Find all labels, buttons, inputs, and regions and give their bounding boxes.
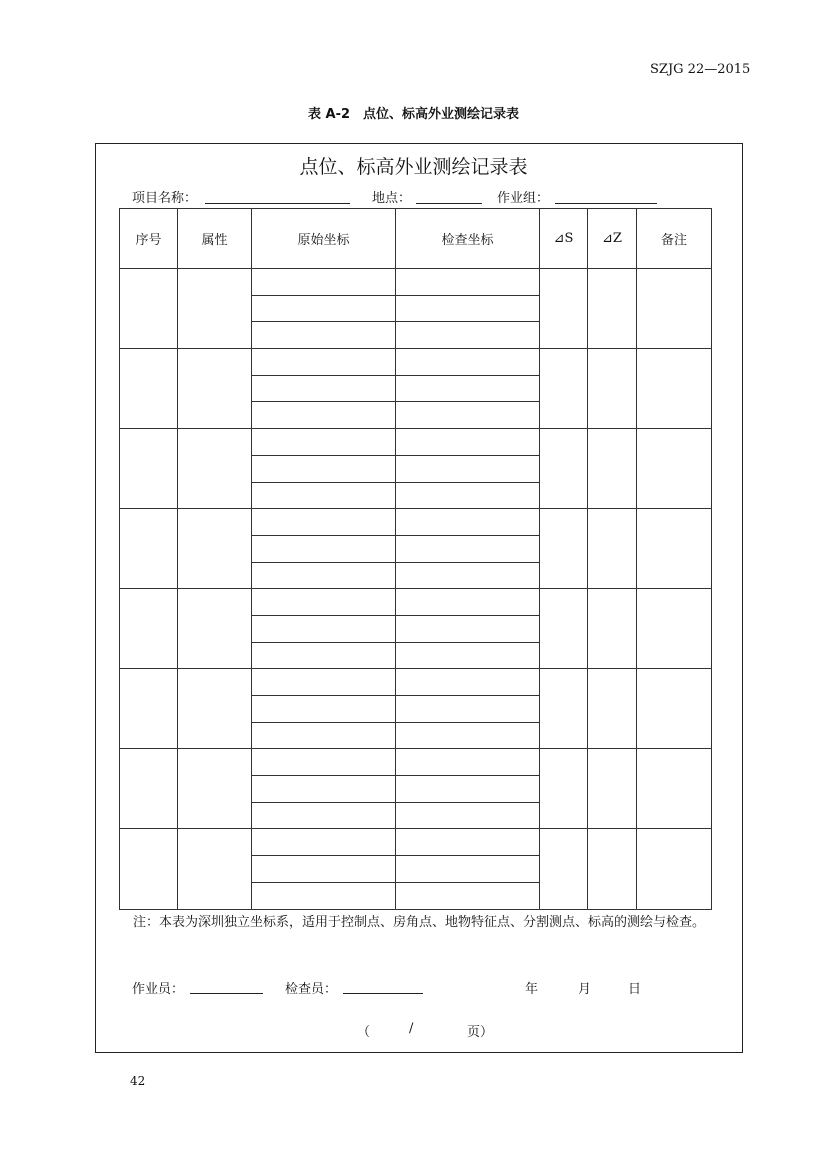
serial-cell[interactable] bbox=[120, 349, 178, 429]
col-header: 属性 bbox=[178, 209, 252, 269]
page-number: 42 bbox=[130, 1074, 146, 1088]
check-coord-cell[interactable] bbox=[396, 402, 540, 429]
check-coord-cell[interactable] bbox=[396, 776, 540, 803]
check-coord-cell[interactable] bbox=[396, 749, 540, 776]
attribute-cell[interactable] bbox=[178, 749, 252, 829]
serial-cell[interactable] bbox=[120, 669, 178, 749]
form-title: 点位、标高外业测绘记录表 bbox=[299, 156, 528, 178]
original-coord-cell[interactable] bbox=[252, 589, 396, 616]
col-header: 序号 bbox=[120, 209, 178, 269]
serial-cell[interactable] bbox=[120, 589, 178, 669]
original-coord-cell[interactable] bbox=[252, 882, 396, 909]
table-caption: 表 A-2 点位、标高外业测绘记录表 bbox=[307, 107, 520, 122]
check-coord-cell[interactable] bbox=[396, 509, 540, 536]
checker-label: 检查员： bbox=[285, 982, 338, 997]
attribute-cell[interactable] bbox=[178, 429, 252, 509]
check-coord-cell[interactable] bbox=[396, 482, 540, 509]
check-coord-cell[interactable] bbox=[396, 856, 540, 883]
standard-code: SZJG 22—2015 bbox=[650, 62, 751, 77]
delta-s-cell[interactable] bbox=[540, 509, 588, 589]
remarks-cell[interactable] bbox=[637, 349, 712, 429]
original-coord-cell[interactable] bbox=[252, 642, 396, 669]
table-row bbox=[120, 669, 712, 696]
location-label: 地点： bbox=[372, 191, 412, 206]
check-coord-cell[interactable] bbox=[396, 829, 540, 856]
delta-z-cell[interactable] bbox=[588, 349, 637, 429]
delta-s-cell[interactable] bbox=[540, 269, 588, 349]
original-coord-cell[interactable] bbox=[252, 295, 396, 322]
check-coord-cell[interactable] bbox=[396, 375, 540, 402]
check-coord-cell[interactable] bbox=[396, 269, 540, 296]
attribute-cell[interactable] bbox=[178, 269, 252, 349]
delta-s-cell[interactable] bbox=[540, 749, 588, 829]
team-label: 作业组： bbox=[497, 191, 550, 206]
original-coord-cell[interactable] bbox=[252, 615, 396, 642]
check-coord-cell[interactable] bbox=[396, 562, 540, 589]
pager-open: （ bbox=[357, 1025, 371, 1040]
remarks-cell[interactable] bbox=[637, 269, 712, 349]
attribute-cell[interactable] bbox=[178, 669, 252, 749]
pager-slash: / bbox=[409, 1021, 414, 1036]
year-label: 年 bbox=[525, 982, 539, 997]
operator-field[interactable] bbox=[190, 993, 263, 994]
day-label: 日 bbox=[628, 982, 642, 997]
remarks-cell[interactable] bbox=[637, 589, 712, 669]
original-coord-cell[interactable] bbox=[252, 269, 396, 296]
delta-s-cell[interactable] bbox=[540, 349, 588, 429]
remarks-cell[interactable] bbox=[637, 749, 712, 829]
team-field[interactable] bbox=[555, 203, 657, 204]
delta-z-cell[interactable] bbox=[588, 829, 637, 909]
original-coord-cell[interactable] bbox=[252, 402, 396, 429]
attribute-cell[interactable] bbox=[178, 349, 252, 429]
table-row bbox=[120, 829, 712, 856]
location-field[interactable] bbox=[416, 203, 482, 204]
original-coord-cell[interactable] bbox=[252, 429, 396, 456]
table-row bbox=[120, 349, 712, 376]
table-row bbox=[120, 589, 712, 616]
col-header: 检查坐标 bbox=[396, 209, 540, 269]
serial-cell[interactable] bbox=[120, 829, 178, 909]
check-coord-cell[interactable] bbox=[396, 429, 540, 456]
delta-z-cell[interactable] bbox=[588, 509, 637, 589]
delta-z-cell[interactable] bbox=[588, 749, 637, 829]
original-coord-cell[interactable] bbox=[252, 696, 396, 723]
check-coord-cell[interactable] bbox=[396, 349, 540, 376]
month-label: 月 bbox=[578, 982, 592, 997]
check-coord-cell[interactable] bbox=[396, 882, 540, 909]
remarks-cell[interactable] bbox=[637, 829, 712, 909]
check-coord-cell[interactable] bbox=[396, 589, 540, 616]
table-row bbox=[120, 269, 712, 296]
check-coord-cell[interactable] bbox=[396, 535, 540, 562]
delta-z-cell[interactable] bbox=[588, 269, 637, 349]
serial-cell[interactable] bbox=[120, 749, 178, 829]
check-coord-cell[interactable] bbox=[396, 615, 540, 642]
delta-z-cell[interactable] bbox=[588, 669, 637, 749]
remarks-cell[interactable] bbox=[637, 509, 712, 589]
remarks-cell[interactable] bbox=[637, 429, 712, 509]
table-note: 注：本表为深圳独立坐标系，适用于控制点、房角点、地物特征点、分割测点、标高的测绘与检查。 bbox=[133, 915, 706, 930]
table-row bbox=[120, 429, 712, 456]
check-coord-cell[interactable] bbox=[396, 455, 540, 482]
col-header: ⊿Z bbox=[588, 209, 637, 269]
check-coord-cell[interactable] bbox=[396, 322, 540, 349]
table-row bbox=[120, 509, 712, 536]
project-name-label: 项目名称： bbox=[132, 191, 198, 206]
attribute-cell[interactable] bbox=[178, 509, 252, 589]
original-coord-cell[interactable] bbox=[252, 776, 396, 803]
original-coord-cell[interactable] bbox=[252, 669, 396, 696]
attribute-cell[interactable] bbox=[178, 829, 252, 909]
operator-label: 作业员： bbox=[132, 982, 185, 997]
original-coord-cell[interactable] bbox=[252, 802, 396, 829]
original-coord-cell[interactable] bbox=[252, 562, 396, 589]
original-coord-cell[interactable] bbox=[252, 722, 396, 749]
check-coord-cell[interactable] bbox=[396, 696, 540, 723]
col-header: 原始坐标 bbox=[252, 209, 396, 269]
original-coord-cell[interactable] bbox=[252, 455, 396, 482]
delta-s-cell[interactable] bbox=[540, 429, 588, 509]
checker-field[interactable] bbox=[343, 993, 423, 994]
pager-close: 页） bbox=[467, 1025, 494, 1040]
delta-s-cell[interactable] bbox=[540, 669, 588, 749]
table-row bbox=[120, 749, 712, 776]
record-table bbox=[119, 208, 712, 910]
delta-z-cell[interactable] bbox=[588, 429, 637, 509]
original-coord-cell[interactable] bbox=[252, 375, 396, 402]
col-header: ⊿S bbox=[540, 209, 588, 269]
check-coord-cell[interactable] bbox=[396, 295, 540, 322]
original-coord-cell[interactable] bbox=[252, 535, 396, 562]
delta-z-cell[interactable] bbox=[588, 589, 637, 669]
original-coord-cell[interactable] bbox=[252, 482, 396, 509]
serial-cell[interactable] bbox=[120, 429, 178, 509]
serial-cell[interactable] bbox=[120, 269, 178, 349]
original-coord-cell[interactable] bbox=[252, 749, 396, 776]
original-coord-cell[interactable] bbox=[252, 349, 396, 376]
check-coord-cell[interactable] bbox=[396, 669, 540, 696]
remarks-cell[interactable] bbox=[637, 669, 712, 749]
project-name-field[interactable] bbox=[205, 203, 350, 204]
original-coord-cell[interactable] bbox=[252, 509, 396, 536]
table-header-row bbox=[120, 209, 712, 269]
col-header: 备注 bbox=[637, 209, 712, 269]
serial-cell[interactable] bbox=[120, 509, 178, 589]
check-coord-cell[interactable] bbox=[396, 722, 540, 749]
delta-s-cell[interactable] bbox=[540, 589, 588, 669]
original-coord-cell[interactable] bbox=[252, 322, 396, 349]
original-coord-cell[interactable] bbox=[252, 856, 396, 883]
delta-s-cell[interactable] bbox=[540, 829, 588, 909]
original-coord-cell[interactable] bbox=[252, 829, 396, 856]
check-coord-cell[interactable] bbox=[396, 802, 540, 829]
check-coord-cell[interactable] bbox=[396, 642, 540, 669]
attribute-cell[interactable] bbox=[178, 589, 252, 669]
